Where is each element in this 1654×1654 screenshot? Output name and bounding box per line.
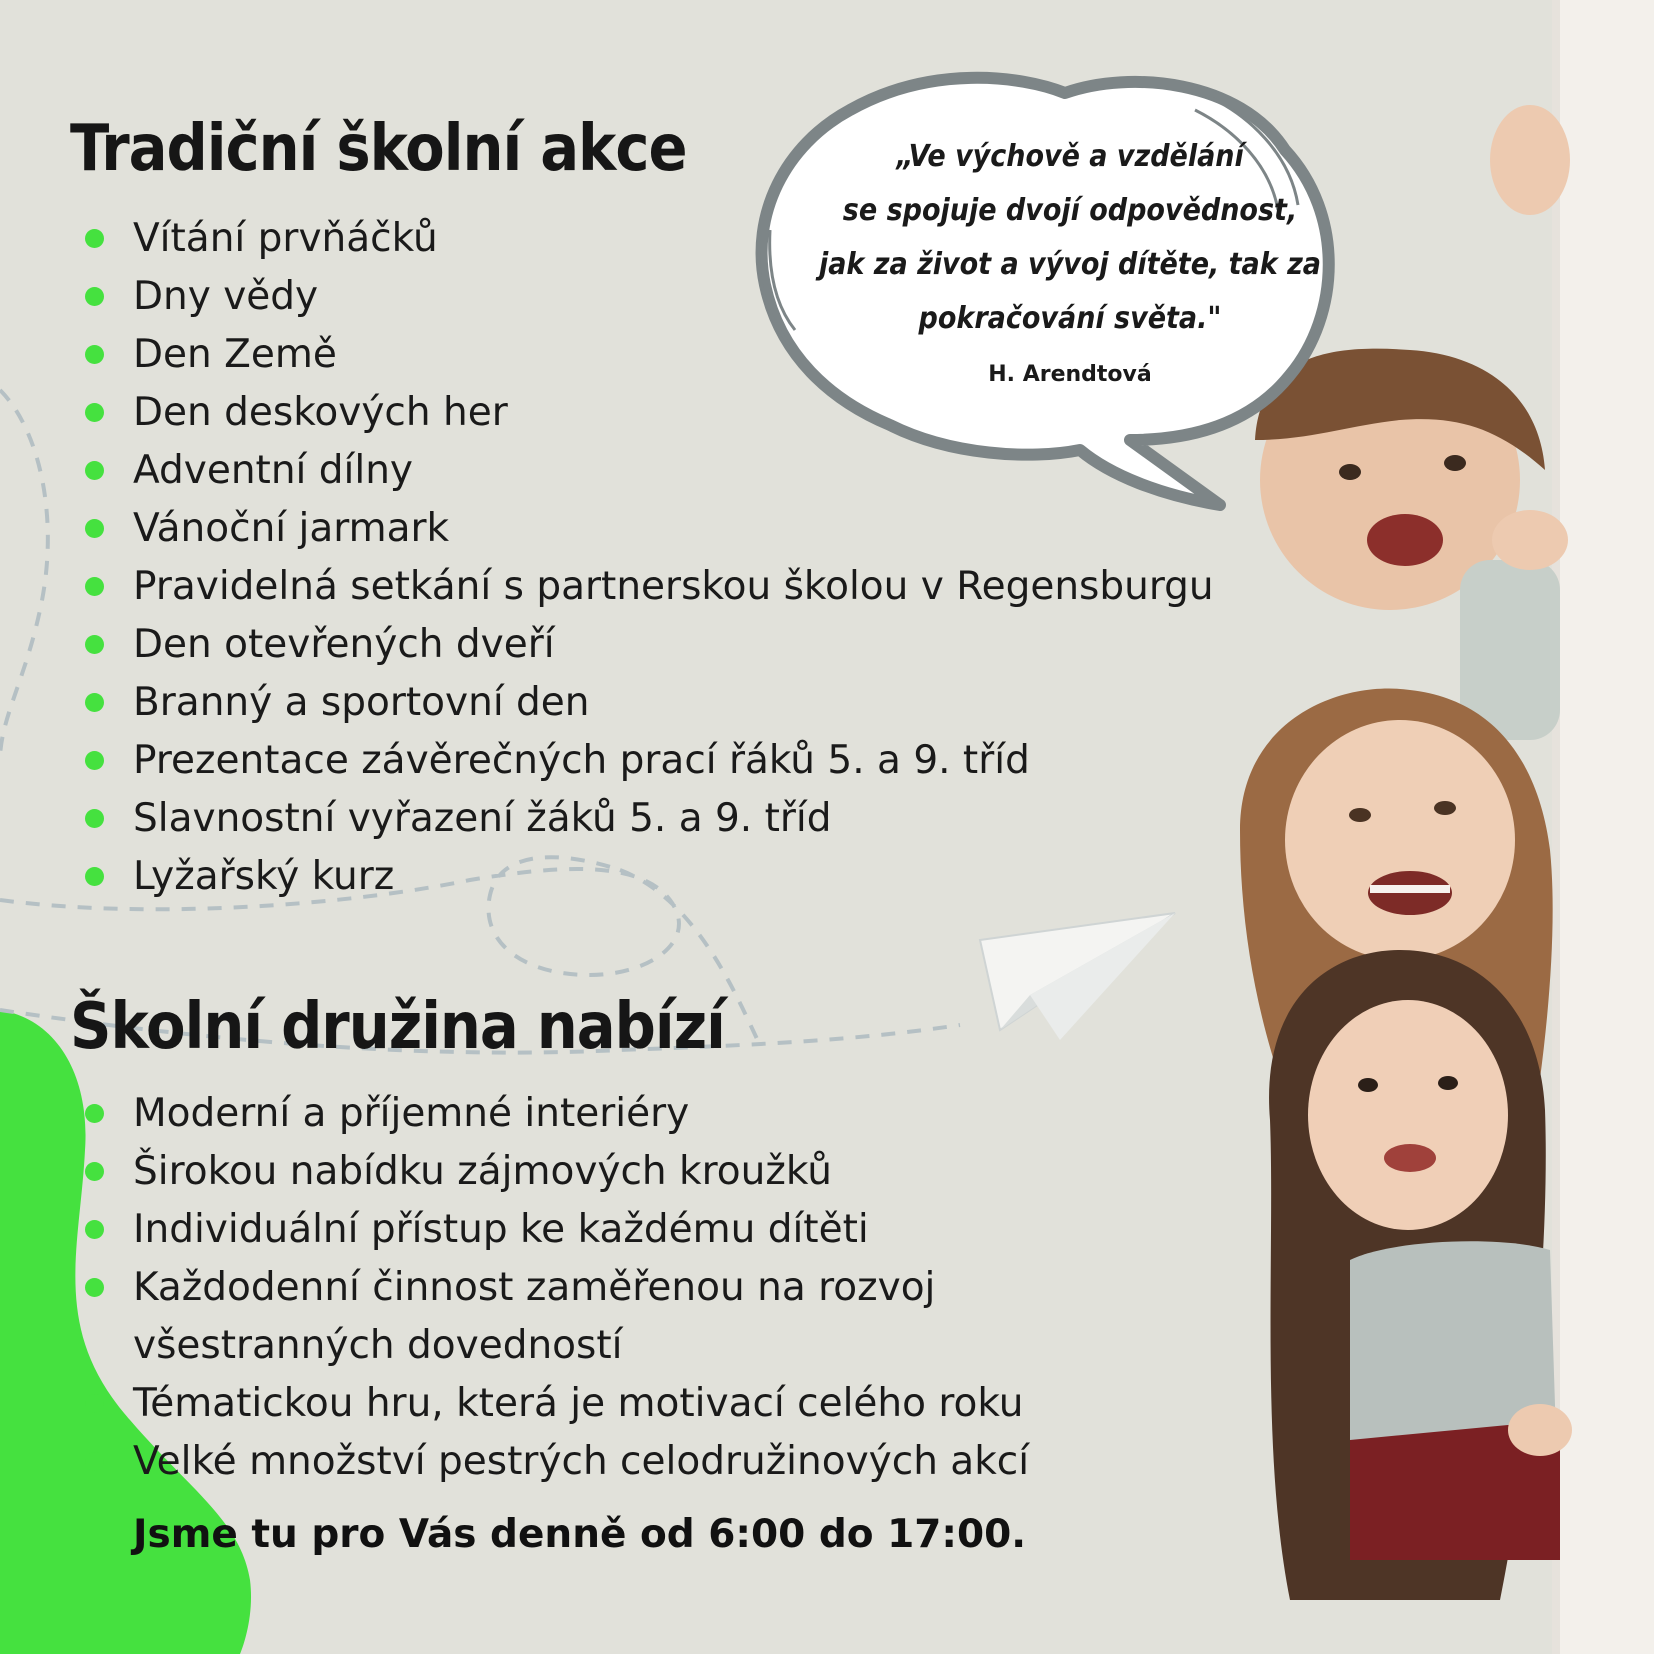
- section-heading-after-school-club: Školní družina nabízí: [70, 990, 725, 1064]
- list-item: [82, 616, 1214, 674]
- bullet-dot-icon: [85, 1278, 104, 1297]
- bullet-dot-icon: [85, 345, 104, 364]
- bullet-dot-icon: [85, 1394, 104, 1413]
- list-item-text: Den deskových her: [133, 390, 508, 435]
- list-item: [82, 1259, 1093, 1375]
- list-item: [82, 848, 1214, 906]
- list-item: [82, 790, 1214, 848]
- quote-text: „Ve výchově a vzdělání se spojuje dvojí odpovědnost, jak za život a vývoj dítěte, tak za pokračování světa.": [818, 139, 1322, 336]
- bullet-dot-icon: [85, 1104, 104, 1123]
- list-item-text: Lyžařský kurz: [133, 854, 395, 899]
- bullet-dot-icon: [85, 1452, 104, 1471]
- bullet-dot-icon: [85, 577, 104, 596]
- list-item: [82, 1201, 1093, 1259]
- list-item-text: Každodenní činnost zaměřenou na rozvoj všestranných dovedností: [133, 1265, 936, 1368]
- list-item-text: Dny vědy: [133, 274, 319, 319]
- list-item: [82, 1085, 1093, 1143]
- list-item: [82, 442, 1214, 500]
- list-item-text: Širokou nabídku zájmových kroužků: [133, 1149, 832, 1194]
- bullet-dot-icon: [85, 403, 104, 422]
- list-item-text: Individuální přístup ke každému dítěti: [133, 1207, 869, 1252]
- girl-figure-sweater: [1269, 950, 1572, 1600]
- paper-plane-icon: [980, 913, 1175, 1040]
- list-item-text: Den Země: [133, 332, 337, 377]
- list-item: [82, 1375, 1093, 1433]
- traditional-events-list: [82, 210, 1214, 906]
- bullet-dot-icon: [85, 693, 104, 712]
- bullet-dot-icon: [85, 809, 104, 828]
- list-item: [82, 558, 1214, 616]
- list-item-text: Prezentace závěrečných prací řáků 5. a 9. tříd: [133, 738, 1030, 783]
- list-item: [82, 210, 1214, 268]
- opening-hours-note: Jsme tu pro Vás denně od 6:00 do 17:00.: [133, 1512, 1027, 1557]
- list-item: [82, 1433, 1093, 1491]
- list-item-text: Slavnostní vyřazení žáků 5. a 9. tříd: [133, 796, 832, 841]
- list-item: [82, 326, 1214, 384]
- bullet-dot-icon: [85, 635, 104, 654]
- list-item: [82, 500, 1214, 558]
- quote-author: H. Arendtová: [988, 362, 1152, 387]
- list-item-text: Den otevřených dveří: [133, 622, 555, 667]
- bullet-dot-icon: [85, 461, 104, 480]
- bullet-dot-icon: [85, 1162, 104, 1181]
- bullet-dot-icon: [85, 1220, 104, 1239]
- bullet-dot-icon: [85, 287, 104, 306]
- section-heading-traditional-events: Tradiční školní akce: [70, 112, 687, 186]
- bullet-dot-icon: [85, 751, 104, 770]
- list-item-text: Tématickou hru, která je motivací celého roku: [133, 1381, 1024, 1426]
- list-item-text: Moderní a příjemné interiéry: [133, 1091, 690, 1136]
- list-item: [82, 268, 1214, 326]
- bullet-dot-icon: [85, 229, 104, 248]
- list-item-text: Branný a sportovní den: [133, 680, 590, 725]
- list-item-text: Pravidelná setkání s partnerskou školou v Regensburgu: [133, 564, 1214, 609]
- list-item-text: Vánoční jarmark: [133, 506, 450, 551]
- list-item-text: Adventní dílny: [133, 448, 414, 493]
- list-item-text: Velké množství pestrých celodružinových akcí: [133, 1439, 1030, 1484]
- after-school-club-list: [82, 1085, 1093, 1491]
- list-item: [82, 384, 1214, 442]
- list-item: [82, 732, 1214, 790]
- list-item-text: Vítání prvňáčků: [133, 216, 438, 261]
- bullet-dot-icon: [85, 867, 104, 886]
- list-item: [82, 674, 1214, 732]
- list-item: [82, 1143, 1093, 1201]
- bullet-dot-icon: [85, 519, 104, 538]
